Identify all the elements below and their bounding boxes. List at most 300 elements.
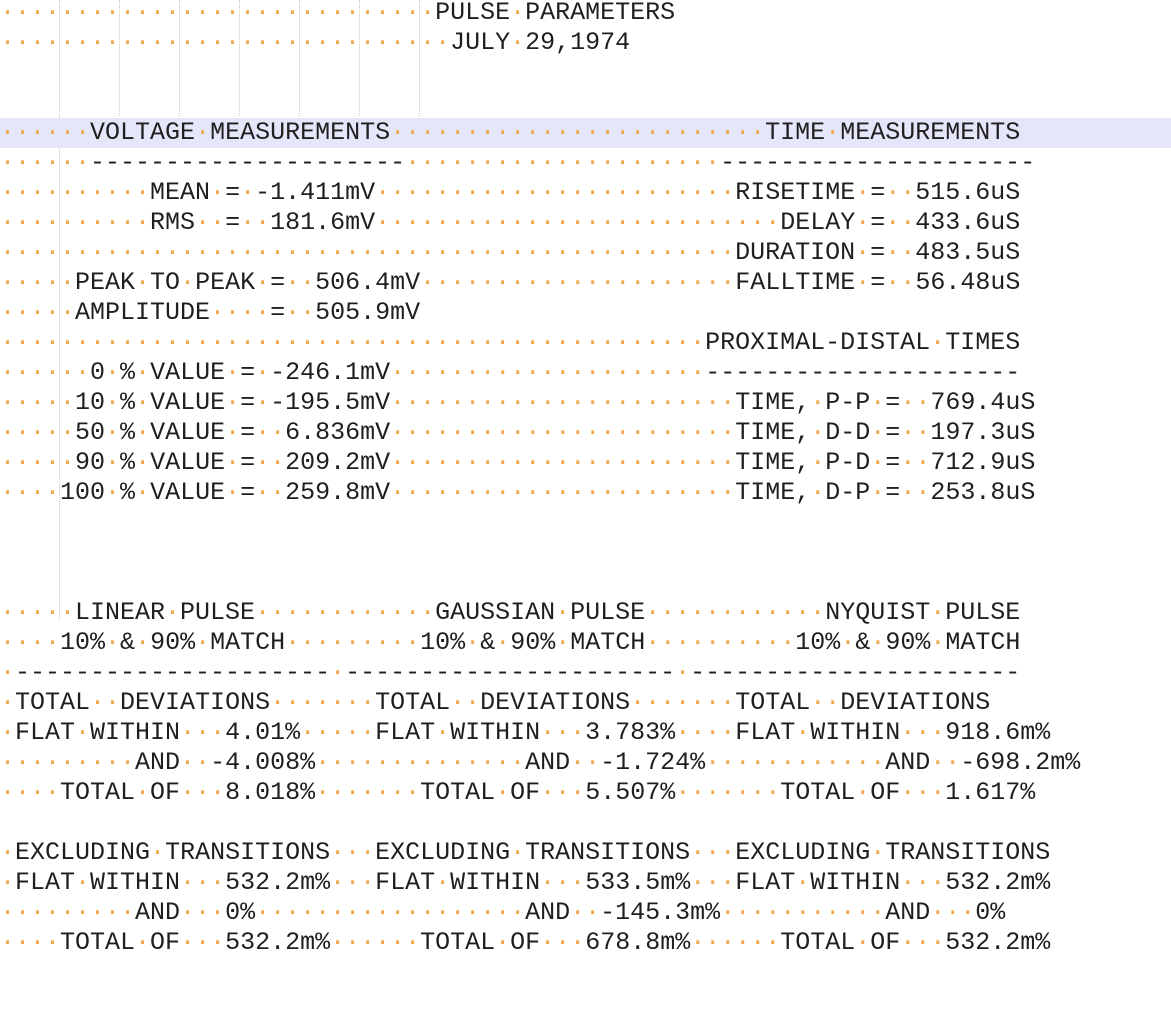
whitespace-marker: ·· xyxy=(885,238,916,267)
text-line[interactable] xyxy=(0,178,1171,208)
text-line[interactable] xyxy=(0,478,1171,508)
text-token: P-D xyxy=(825,448,871,477)
text-token: 100 xyxy=(60,478,106,507)
text-token: 181.6mV xyxy=(270,208,376,237)
text-token: 515.6uS xyxy=(915,178,1021,207)
text-token: VOLTAGE xyxy=(90,118,196,147)
whitespace-marker: ····················· xyxy=(420,268,736,297)
text-token: VALUE xyxy=(150,418,226,447)
text-token: % xyxy=(120,418,136,447)
whitespace-marker: · xyxy=(0,868,16,897)
whitespace-marker: ··· xyxy=(900,868,946,897)
text-token: OF xyxy=(510,778,541,807)
text-token: WITHIN xyxy=(90,868,181,897)
text-token: & xyxy=(120,628,136,657)
text-token: AND xyxy=(135,748,181,777)
text-line[interactable] xyxy=(0,508,1171,538)
text-token: DEVIATIONS xyxy=(480,688,631,717)
text-token: 533.5m% xyxy=(585,868,691,897)
text-token: D-D xyxy=(825,418,871,447)
whitespace-marker: ·· xyxy=(240,208,271,237)
text-token: TRANSITIONS xyxy=(885,838,1051,867)
text-token: = xyxy=(885,448,901,477)
text-line[interactable] xyxy=(0,718,1171,748)
text-token: OF xyxy=(870,928,901,957)
text-token: TOTAL xyxy=(60,928,136,957)
text-line[interactable] xyxy=(0,148,1171,178)
text-token: AND xyxy=(135,898,181,927)
text-token: NYQUIST xyxy=(825,598,931,627)
whitespace-marker: ···· xyxy=(675,718,736,747)
text-token: 483.5uS xyxy=(915,238,1021,267)
text-token: 56.48uS xyxy=(915,268,1021,297)
text-token: WITHIN xyxy=(450,718,541,747)
whitespace-marker: · xyxy=(810,478,826,507)
whitespace-marker: ········· xyxy=(0,748,136,777)
text-line[interactable] xyxy=(0,28,1171,58)
whitespace-marker: · xyxy=(510,0,526,27)
whitespace-marker: · xyxy=(810,448,826,477)
text-token: = xyxy=(870,208,886,237)
text-token: MATCH xyxy=(210,628,286,657)
text-token: 10% xyxy=(795,628,841,657)
text-token: DURATION xyxy=(735,238,856,267)
text-token: EXCLUDING xyxy=(15,838,151,867)
text-token: 532.2m% xyxy=(225,868,331,897)
whitespace-marker: ···· xyxy=(0,928,61,957)
text-token: -246.1mV xyxy=(270,358,391,387)
whitespace-marker: ··· xyxy=(900,778,946,807)
whitespace-marker: ··· xyxy=(930,898,976,927)
whitespace-marker: ·················· xyxy=(255,898,526,927)
whitespace-marker: ·· xyxy=(900,448,931,477)
text-token: EXCLUDING xyxy=(735,838,871,867)
whitespace-marker: · xyxy=(510,28,526,57)
whitespace-marker: ·· xyxy=(180,748,211,777)
text-token: & xyxy=(480,628,496,657)
text-token: 90% xyxy=(510,628,556,657)
whitespace-marker: ······ xyxy=(0,118,91,147)
whitespace-marker: · xyxy=(240,178,256,207)
whitespace-marker: · xyxy=(225,418,241,447)
whitespace-marker: · xyxy=(495,928,511,957)
text-line[interactable] xyxy=(0,268,1171,298)
whitespace-marker: · xyxy=(870,478,886,507)
whitespace-marker: · xyxy=(870,418,886,447)
text-token: -1.411mV xyxy=(255,178,376,207)
whitespace-marker: ··· xyxy=(690,838,736,867)
whitespace-marker: · xyxy=(855,238,871,267)
whitespace-marker: ······· xyxy=(630,688,736,717)
text-token: RMS xyxy=(150,208,196,237)
whitespace-marker: ··· xyxy=(180,718,226,747)
text-token: 1.617% xyxy=(945,778,1036,807)
whitespace-marker: ·· xyxy=(570,748,601,777)
whitespace-marker: · xyxy=(930,328,946,357)
whitespace-marker: ·· xyxy=(570,898,601,927)
text-token: WITHIN xyxy=(810,718,901,747)
whitespace-marker: · xyxy=(435,868,451,897)
whitespace-marker: ··· xyxy=(180,868,226,897)
whitespace-marker: ····················· xyxy=(390,358,706,387)
whitespace-marker: ····· xyxy=(0,268,76,297)
text-token: WITHIN xyxy=(450,868,541,897)
text-line[interactable] xyxy=(0,328,1171,358)
whitespace-marker: · xyxy=(105,388,121,417)
whitespace-marker: ·· xyxy=(900,388,931,417)
whitespace-marker: ············ xyxy=(255,598,436,627)
text-token: TOTAL xyxy=(780,778,856,807)
whitespace-marker: ·· xyxy=(930,748,961,777)
whitespace-marker: ·· xyxy=(810,688,841,717)
text-line[interactable] xyxy=(0,418,1171,448)
text-line[interactable] xyxy=(0,808,1171,838)
whitespace-marker: ······ xyxy=(0,148,91,177)
text-token: = xyxy=(240,388,256,417)
text-token: 8.018% xyxy=(225,778,316,807)
whitespace-marker: ·· xyxy=(255,448,286,477)
text-token: 678.8m% xyxy=(585,928,691,957)
text-token: 29,1974 xyxy=(525,28,631,57)
whitespace-marker: ·· xyxy=(885,268,916,297)
text-token: DEVIATIONS xyxy=(840,688,991,717)
text-line[interactable] xyxy=(0,58,1171,88)
whitespace-marker: ··· xyxy=(180,778,226,807)
text-token: PULSE xyxy=(180,598,256,627)
text-token: --------------------- xyxy=(15,658,331,687)
text-line[interactable] xyxy=(0,598,1171,628)
text-token: % xyxy=(120,358,136,387)
whitespace-marker: · xyxy=(855,778,871,807)
whitespace-marker: ··· xyxy=(180,928,226,957)
text-token: RISETIME xyxy=(735,178,856,207)
text-token: 532.2m% xyxy=(945,868,1051,897)
whitespace-marker: ····· xyxy=(0,598,76,627)
text-token: = xyxy=(885,388,901,417)
whitespace-marker: · xyxy=(465,628,481,657)
text-token: WITHIN xyxy=(90,718,181,747)
whitespace-marker: ······ xyxy=(690,928,781,957)
text-token: MEAN xyxy=(150,178,211,207)
whitespace-marker: ·· xyxy=(285,268,316,297)
whitespace-marker: ····················· xyxy=(405,148,721,177)
text-token: = xyxy=(885,478,901,507)
whitespace-marker: ················································· xyxy=(0,238,736,267)
text-token: 506.4mV xyxy=(315,268,421,297)
whitespace-marker: ··········· xyxy=(720,898,886,927)
whitespace-marker: ······························ xyxy=(0,28,451,57)
text-line[interactable] xyxy=(0,0,1171,28)
text-token: TOTAL xyxy=(735,688,811,717)
text-token: & xyxy=(855,628,871,657)
text-token: 10% xyxy=(420,628,466,657)
whitespace-marker: · xyxy=(105,628,121,657)
text-token: EXCLUDING xyxy=(375,838,511,867)
whitespace-marker: ····························· xyxy=(0,0,436,27)
text-token: TIMES xyxy=(945,328,1021,357)
text-token: D-P xyxy=(825,478,871,507)
text-token: 10 xyxy=(75,388,106,417)
whitespace-marker: · xyxy=(135,928,151,957)
whitespace-marker: ···· xyxy=(0,628,61,657)
text-line[interactable] xyxy=(0,778,1171,808)
whitespace-marker: · xyxy=(870,628,886,657)
whitespace-marker: ························ xyxy=(375,178,736,207)
text-line[interactable] xyxy=(0,538,1171,568)
whitespace-marker: · xyxy=(165,598,181,627)
text-token: LINEAR xyxy=(75,598,166,627)
whitespace-marker: · xyxy=(855,268,871,297)
text-token: PULSE xyxy=(435,0,511,27)
whitespace-marker: ······················· xyxy=(390,388,736,417)
text-token: FLAT xyxy=(15,718,76,747)
whitespace-marker: ··· xyxy=(330,868,376,897)
text-token: --------------------- xyxy=(90,148,406,177)
whitespace-marker: ···· xyxy=(210,298,271,327)
whitespace-marker: · xyxy=(870,448,886,477)
text-token: DELAY xyxy=(780,208,856,237)
text-line[interactable] xyxy=(0,838,1171,868)
text-token: FLAT xyxy=(735,718,796,747)
text-token: = xyxy=(270,298,286,327)
text-token: PEAK xyxy=(195,268,256,297)
whitespace-marker: ··· xyxy=(330,838,376,867)
whitespace-marker: · xyxy=(105,358,121,387)
text-line[interactable] xyxy=(0,628,1171,658)
text-token: = xyxy=(240,478,256,507)
text-token: AND xyxy=(885,898,931,927)
text-token: MATCH xyxy=(945,628,1021,657)
text-line[interactable] xyxy=(0,928,1171,958)
text-token: TOTAL xyxy=(780,928,856,957)
whitespace-marker: · xyxy=(810,418,826,447)
whitespace-marker: · xyxy=(135,478,151,507)
text-token: VALUE xyxy=(150,358,226,387)
whitespace-marker: ···· xyxy=(0,478,61,507)
whitespace-marker: · xyxy=(930,598,946,627)
text-token: PROXIMAL-DISTAL xyxy=(705,328,931,357)
whitespace-marker: · xyxy=(75,868,91,897)
text-token: TOTAL xyxy=(420,778,496,807)
whitespace-marker: ············ xyxy=(645,598,826,627)
text-token: -1.724% xyxy=(600,748,706,777)
whitespace-marker: · xyxy=(840,628,856,657)
text-token: MEASUREMENTS xyxy=(840,118,1021,147)
whitespace-marker: · xyxy=(810,388,826,417)
text-token: 259.8mV xyxy=(285,478,391,507)
text-token: FLAT xyxy=(735,868,796,897)
whitespace-marker: · xyxy=(195,118,211,147)
text-line[interactable] xyxy=(0,238,1171,268)
text-token: 209.2mV xyxy=(285,448,391,477)
whitespace-marker: ······ xyxy=(330,928,421,957)
whitespace-marker: ········· xyxy=(0,898,136,927)
text-token: AMPLITUDE xyxy=(75,298,211,327)
whitespace-marker: · xyxy=(855,208,871,237)
whitespace-marker: · xyxy=(555,598,571,627)
whitespace-marker: ··· xyxy=(900,718,946,747)
whitespace-marker: ·· xyxy=(90,688,121,717)
text-token: 90 xyxy=(75,448,106,477)
text-token: ---------------------- xyxy=(690,658,1021,687)
text-token: = xyxy=(870,238,886,267)
text-token: OF xyxy=(870,778,901,807)
text-token: = xyxy=(240,358,256,387)
text-token: 10% xyxy=(60,628,106,657)
whitespace-marker: · xyxy=(495,778,511,807)
text-token: TOTAL xyxy=(60,778,136,807)
whitespace-marker: ·· xyxy=(195,208,226,237)
text-token: --------------------- xyxy=(705,358,1021,387)
whitespace-marker: ······· xyxy=(315,778,421,807)
text-token: 50 xyxy=(75,418,106,447)
text-token: AND xyxy=(885,748,931,777)
text-token: 6.836mV xyxy=(285,418,391,447)
whitespace-marker: ·········· xyxy=(0,178,151,207)
text-token: 253.8uS xyxy=(930,478,1036,507)
text-token: FLAT xyxy=(375,868,436,897)
whitespace-marker: · xyxy=(195,628,211,657)
text-line[interactable] xyxy=(0,658,1171,688)
text-line[interactable] xyxy=(0,748,1171,778)
whitespace-marker: ······· xyxy=(270,688,376,717)
whitespace-marker: · xyxy=(135,418,151,447)
text-token: = xyxy=(870,178,886,207)
whitespace-marker: ··· xyxy=(900,928,946,957)
whitespace-marker: · xyxy=(105,448,121,477)
text-token: 90% xyxy=(885,628,931,657)
text-token: FLAT xyxy=(375,718,436,747)
text-token: OF xyxy=(150,778,181,807)
text-token: 532.2m% xyxy=(945,928,1051,957)
whitespace-marker: · xyxy=(150,838,166,867)
text-token: 918.6m% xyxy=(945,718,1051,747)
text-token: TOTAL xyxy=(375,688,451,717)
whitespace-marker: · xyxy=(135,778,151,807)
text-line[interactable] xyxy=(0,388,1171,418)
whitespace-marker: ····· xyxy=(0,448,76,477)
whitespace-marker: ·· xyxy=(885,178,916,207)
text-token: TIME, xyxy=(735,448,811,477)
whitespace-marker: · xyxy=(0,838,16,867)
text-token: AND xyxy=(525,898,571,927)
text-token: DEVIATIONS xyxy=(120,688,271,717)
whitespace-marker: ········· xyxy=(285,628,421,657)
whitespace-marker: ······· xyxy=(675,778,781,807)
text-token: OF xyxy=(150,928,181,957)
whitespace-marker: · xyxy=(225,358,241,387)
text-token: = xyxy=(870,268,886,297)
text-line[interactable] xyxy=(0,688,1171,718)
whitespace-marker: · xyxy=(855,178,871,207)
text-line[interactable] xyxy=(0,118,1171,148)
text-token: 532.2m% xyxy=(225,928,331,957)
whitespace-marker: · xyxy=(225,478,241,507)
whitespace-marker: ···· xyxy=(0,778,61,807)
whitespace-marker: · xyxy=(795,868,811,897)
whitespace-marker: ··························· xyxy=(375,208,781,237)
text-token: P-P xyxy=(825,388,871,417)
whitespace-marker: ··· xyxy=(180,898,226,927)
text-token: JULY xyxy=(450,28,511,57)
whitespace-marker: · xyxy=(135,448,151,477)
text-token: -4.008% xyxy=(210,748,316,777)
whitespace-marker: ······ xyxy=(0,358,91,387)
whitespace-marker: · xyxy=(255,268,271,297)
text-token: 90% xyxy=(150,628,196,657)
text-token: 4.01% xyxy=(225,718,301,747)
text-line[interactable] xyxy=(0,868,1171,898)
text-token: TIME, xyxy=(735,388,811,417)
whitespace-marker: ·· xyxy=(900,478,931,507)
text-token: = xyxy=(240,418,256,447)
text-token: PEAK xyxy=(75,268,136,297)
whitespace-marker: · xyxy=(555,628,571,657)
text-token: -195.5mV xyxy=(270,388,391,417)
text-token: GAUSSIAN xyxy=(435,598,556,627)
text-token: 3.783% xyxy=(585,718,676,747)
whitespace-marker: · xyxy=(855,928,871,957)
whitespace-marker: · xyxy=(795,718,811,747)
whitespace-marker: ·········· xyxy=(645,628,796,657)
text-line[interactable] xyxy=(0,448,1171,478)
text-token: PULSE xyxy=(570,598,646,627)
whitespace-marker: · xyxy=(135,388,151,417)
text-token: PULSE xyxy=(945,598,1021,627)
text-token: = xyxy=(270,268,286,297)
text-token: TO xyxy=(150,268,181,297)
text-token: TIME, xyxy=(735,478,811,507)
whitespace-marker: ·········· xyxy=(0,208,151,237)
whitespace-marker: · xyxy=(105,418,121,447)
whitespace-marker: ····· xyxy=(300,718,376,747)
whitespace-marker: · xyxy=(675,658,691,687)
text-token: VALUE xyxy=(150,388,226,417)
whitespace-marker: · xyxy=(225,448,241,477)
text-line[interactable] xyxy=(0,208,1171,238)
whitespace-marker: · xyxy=(870,838,886,867)
text-line[interactable] xyxy=(0,568,1171,598)
whitespace-marker: · xyxy=(495,628,511,657)
text-token: 0% xyxy=(975,898,1006,927)
text-token: % xyxy=(120,388,136,417)
whitespace-marker: ··· xyxy=(690,868,736,897)
whitespace-marker: ·· xyxy=(285,298,316,327)
text-token: VALUE xyxy=(150,448,226,477)
whitespace-marker: · xyxy=(255,358,271,387)
text-token: 0 xyxy=(90,358,106,387)
text-line[interactable] xyxy=(0,898,1171,928)
text-line[interactable] xyxy=(0,298,1171,328)
text-token: % xyxy=(120,448,136,477)
whitespace-marker: ························· xyxy=(390,118,766,147)
text-token: TIME, xyxy=(735,418,811,447)
text-token: PARAMETERS xyxy=(525,0,676,27)
whitespace-marker: · xyxy=(75,718,91,747)
text-token: ---------------------- xyxy=(345,658,676,687)
text-line[interactable] xyxy=(0,358,1171,388)
whitespace-marker: ············ xyxy=(705,748,886,777)
whitespace-marker: · xyxy=(210,178,226,207)
whitespace-marker: · xyxy=(510,838,526,867)
whitespace-marker: · xyxy=(825,118,841,147)
whitespace-marker: · xyxy=(180,268,196,297)
text-line[interactable] xyxy=(0,88,1171,118)
text-token: TOTAL xyxy=(420,928,496,957)
whitespace-marker: · xyxy=(0,658,16,687)
whitespace-marker: ·· xyxy=(885,208,916,237)
text-token: AND xyxy=(525,748,571,777)
